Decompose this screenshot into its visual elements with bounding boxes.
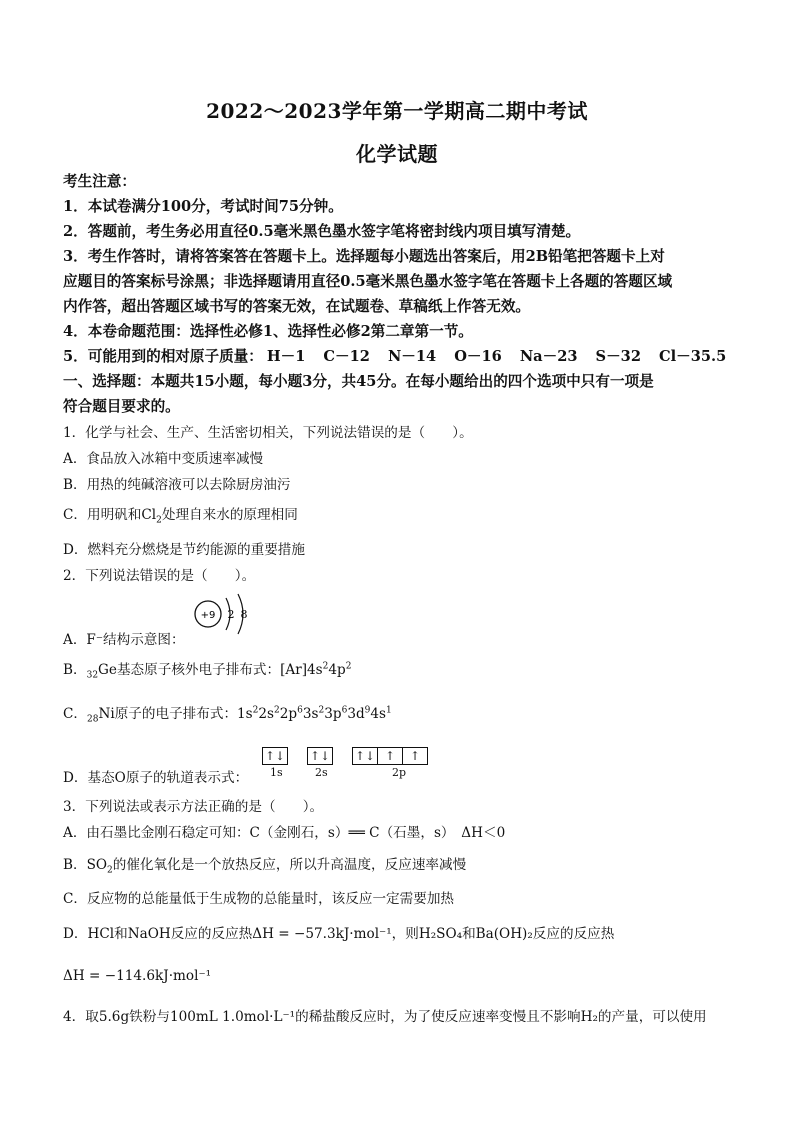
notice-item-5	[63, 347, 743, 367]
atomic-mass-na: Na－23	[519, 348, 578, 365]
notice-heading: 考生注意：	[63, 173, 136, 190]
oxygen-orbital-diagram	[262, 745, 462, 785]
section-1-heading-line-2: 符合题目要求的。	[63, 398, 180, 415]
orbital-1s-box: ↑↓	[262, 747, 288, 765]
orbital-label-2s: 2s	[315, 766, 328, 779]
atomic-mass-s: S－32	[595, 348, 641, 365]
q1-option-a: A．食品放入冰箱中变质速率减慢	[63, 451, 264, 467]
q3-option-d-line-1: D．HCl和NaOH反应的反应热ΔH = −57.3kJ·mol⁻¹，则H₂SO₄和Ba(OH)₂反应的反应热	[63, 926, 615, 942]
exam-title: 2022～2023学年第一学期高二期中考试	[206, 99, 588, 123]
q2-option-b: B．$_{32}$Ge基态原子核外电子排布式：$[Ar]4s^24p^2$	[63, 661, 352, 681]
section-1-heading-line-1: 一、选择题：本题共15小题，每小题3分，共45分。在每小题给出的四个选项中只有一项是	[63, 373, 654, 390]
q1-option-d: D．燃料充分燃烧是节约能源的重要措施	[63, 542, 305, 558]
atomic-mass-h: H－1	[266, 348, 306, 365]
q3-option-c: C．反应物的总能量低于生成物的总能量时，该反应一定需要加热	[63, 891, 455, 907]
atomic-mass-o: O－16	[454, 348, 502, 365]
diagram-shell-1-electrons: 2	[227, 608, 235, 621]
q3-option-a: A．由石墨比金刚石稳定可知：C（金刚石，s）══ C（石墨，s） ΔH＜0	[63, 825, 506, 841]
orbital-2p-box-3: ↑	[403, 747, 428, 765]
q2-option-a: A．F⁻结构示意图：	[63, 632, 185, 648]
q2-stem: 2．下列说法错误的是（ ）。	[63, 568, 256, 584]
notice-item-2: 2．答题前，考生务必用直径0.5毫米黑色墨水签字笔将密封线内项目填写清楚。	[63, 223, 581, 240]
atomic-mass-c: C－12	[323, 348, 370, 365]
notice-item-1: 1．本试卷满分100分，考试时间75分钟。	[63, 198, 343, 215]
diagram-shell-2-electrons: 8	[240, 608, 248, 621]
q1-option-c: C．用明矾和$Cl_2$处理自来水的原理相同	[63, 507, 298, 526]
notice-item-5-prefix: 5．可能用到的相对原子质量：	[63, 348, 263, 365]
orbital-2p-box-2: ↑	[378, 747, 403, 765]
orbital-2s-box: ↑↓	[307, 747, 333, 765]
orbital-label-2p: 2p	[392, 766, 407, 779]
notice-item-3-line-1: 3．考生作答时，请将答案答在答题卡上。选择题每小题选出答案后，用2B铅笔把答题卡上对	[63, 248, 665, 265]
q2-option-d: D．基态O原子的轨道表示式：	[63, 770, 249, 786]
notice-item-3-line-3: 内作答，超出答题区域书写的答案无效，在试题卷、草稿纸上作答无效。	[63, 298, 531, 315]
notice-item-3-line-2: 应题目的答案标号涂黑；非选择题请用直径0.5毫米黑色墨水签字笔在答题卡上各题的答题区域	[63, 273, 673, 290]
q4-stem: 4．取5.6g铁粉与100mL 1.0mol·L⁻¹的稀盐酸反应时，为了使反应速率变慢且不影响H₂的产量，可以使用	[63, 1009, 707, 1025]
q2-option-c: C．$_{28}$Ni原子的电子排布式：$1s^22s^22p^63s^23p^63d^94s^1$	[63, 705, 392, 725]
notice-item-4: 4．本卷命题范围：选择性必修1、选择性必修2第二章第一节。	[63, 323, 473, 340]
q3-option-b: B．$SO_2$的催化氧化是一个放热反应，所以升高温度，反应速率减慢	[63, 857, 467, 876]
q1-option-b: B．用热的纯碱溶液可以去除厨房油污	[63, 477, 291, 493]
exam-subtitle: 化学试题	[356, 142, 438, 166]
orbital-label-1s: 1s	[270, 766, 283, 779]
q1-stem: 1．化学与社会、生产、生活密切相关，下列说法错误的是（ ）。	[63, 425, 473, 441]
q3-stem: 3．下列说法或表示方法正确的是（ ）。	[63, 799, 324, 815]
atomic-mass-n: N－14	[387, 348, 437, 365]
fluoride-ion-structure-diagram	[190, 590, 260, 638]
orbital-2p-box-1: ↑↓	[352, 747, 378, 765]
q3-option-d-line-2: ΔH = −114.6kJ·mol⁻¹	[63, 968, 212, 984]
diagram-nucleus-charge: +9	[200, 610, 216, 621]
atomic-mass-cl: Cl－35.5	[658, 348, 727, 365]
